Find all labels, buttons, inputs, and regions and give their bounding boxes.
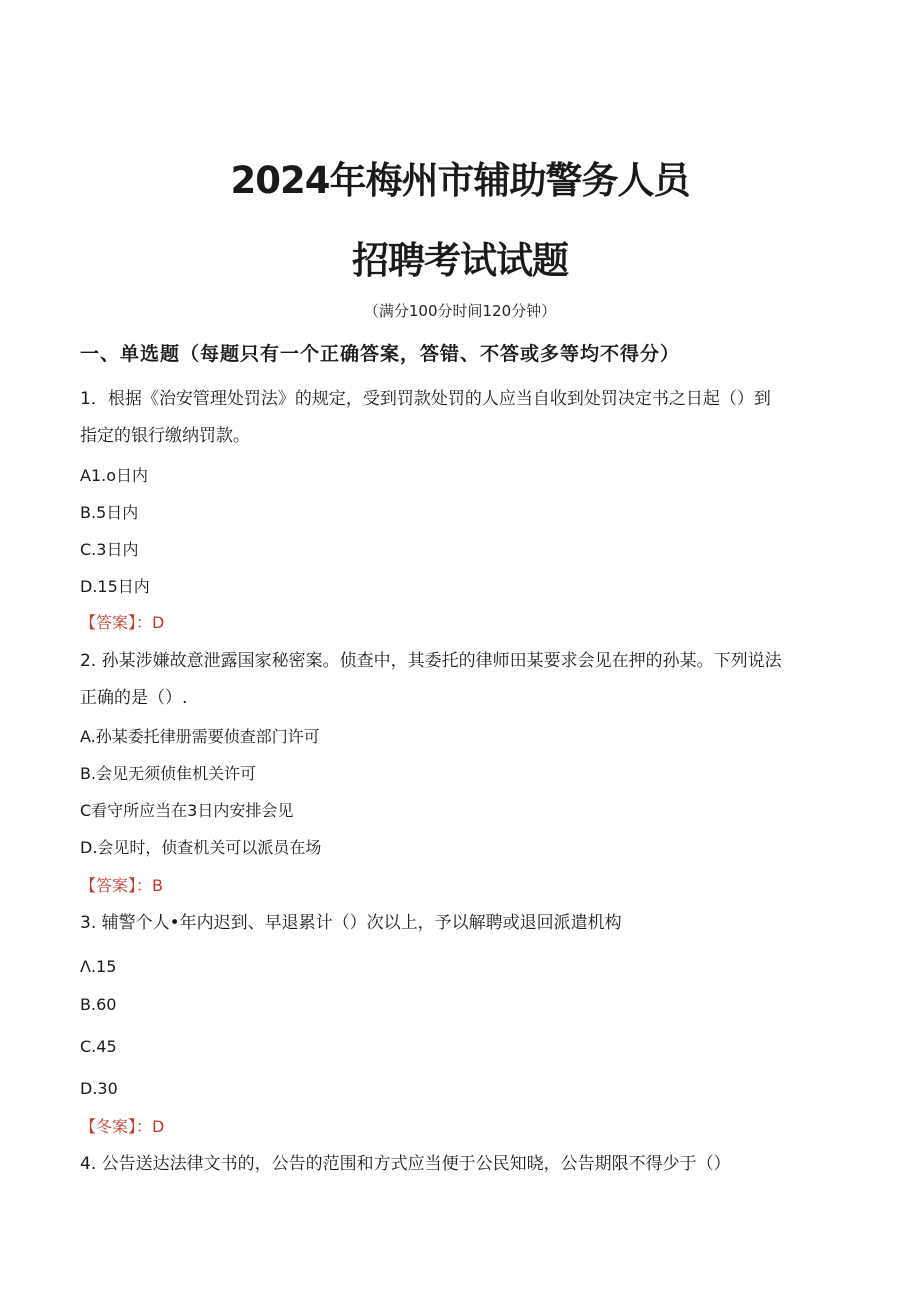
option: B.60 <box>80 995 117 1014</box>
option: B.会见无须侦隹机关许可 <box>80 764 257 783</box>
option: C.45 <box>80 1037 117 1056</box>
option: B.5日内 <box>80 503 139 522</box>
option: D.会见时，侦查机关可以派员在场 <box>80 838 322 857</box>
section-heading: 一、单选题（每题只有一个正确答案，答错、不答或多等均不得分） <box>80 343 681 365</box>
question-stem: 1．根据《治安管理处罚法》的规定，受到罚款处罚的人应当自收到处罚决定书之日起（）到 <box>80 389 771 409</box>
option: C看守所应当在3日内安排会见 <box>80 801 294 820</box>
question-stem: 3. 辅警个人•年内迟到、早退累计（）次以上，予以解聘或退回派遣机构 <box>80 913 622 933</box>
option: C.3日内 <box>80 540 139 559</box>
answer-label: 【答案】：B <box>80 876 163 895</box>
option: A.孙某委托律册需要侦查部门许可 <box>80 727 320 746</box>
question-stem: 4. 公告送达法律文书的，公告的范围和方式应当便于公民知晓，公告期限不得少于（） <box>80 1154 731 1174</box>
page-title-line2: 招聘考试试题 <box>352 239 568 282</box>
option: A1.o日内 <box>80 466 149 485</box>
exam-subtitle: （满分100分时间120分钟） <box>363 302 557 320</box>
option: D.15日内 <box>80 577 150 596</box>
option: Λ.15 <box>80 957 117 976</box>
answer-label: 【冬案】：D <box>80 1117 165 1136</box>
question-stem: 2. 孙某涉嫌故意泄露国家秘密案。侦查中，其委托的律师田某要求会见在押的孙某。下列说法 <box>80 651 782 671</box>
question-stem: 指定的银行缴纳罚款。 <box>80 426 250 446</box>
answer-label: 【答案】：D <box>80 613 165 632</box>
option: D.30 <box>80 1079 118 1098</box>
question-stem: 正确的是（）. <box>80 688 188 708</box>
page-title-line1: 2024年梅州市辅助警务人员 <box>230 159 690 202</box>
